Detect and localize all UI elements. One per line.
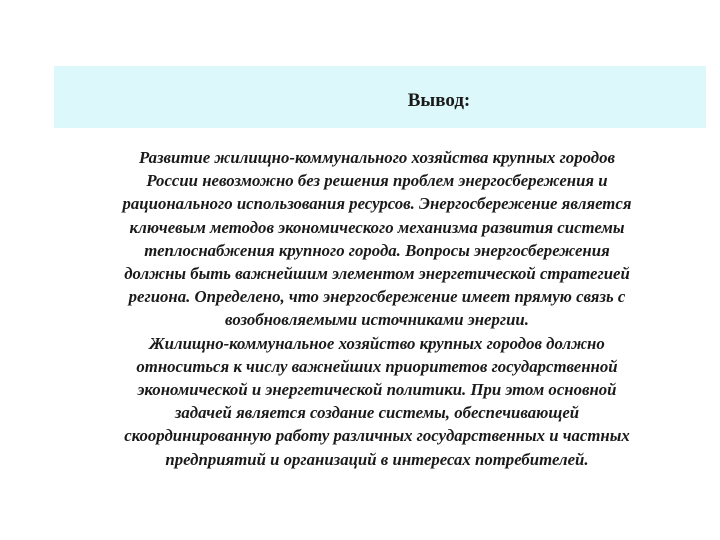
text-line: относиться к числу важнейших приоритетов государственной [136, 356, 618, 376]
title-band [54, 66, 706, 128]
slide-title: Вывод: [407, 90, 471, 111]
text-line: возобновляемыми источниками энергии. [225, 310, 529, 330]
text-line: задачей является создание системы, обеспечивающей [174, 403, 580, 423]
text-line: рационального использования ресурсов. Энергосбережение является [122, 194, 632, 214]
text-line: Развитие жилищно-коммунального хозяйства крупных городов [139, 148, 615, 167]
text-line: предприятий и организаций в интересах потребителей. [165, 449, 589, 469]
text-line: ключевым методов экономического механизма развития системы [129, 217, 625, 237]
text-line: скоординированную работу различных государственных и частных [124, 426, 630, 446]
text-line: России невозможно без решения проблем энергосбережения и [146, 171, 608, 191]
text-line: должны быть важнейшим элементом энергетической стратегией [124, 264, 630, 284]
text-line: теплоснабжения крупного города. Вопросы энергосбережения [144, 240, 610, 260]
text-line: Жилищно-коммунальное хозяйство крупных городов должно [149, 333, 605, 353]
conclusion-text [48, 146, 706, 471]
text-line: региона. Определено, что энергосбережение имеет прямую связь с [128, 287, 626, 307]
text-line: экономической и энергетической политики. При этом основной [137, 380, 617, 400]
